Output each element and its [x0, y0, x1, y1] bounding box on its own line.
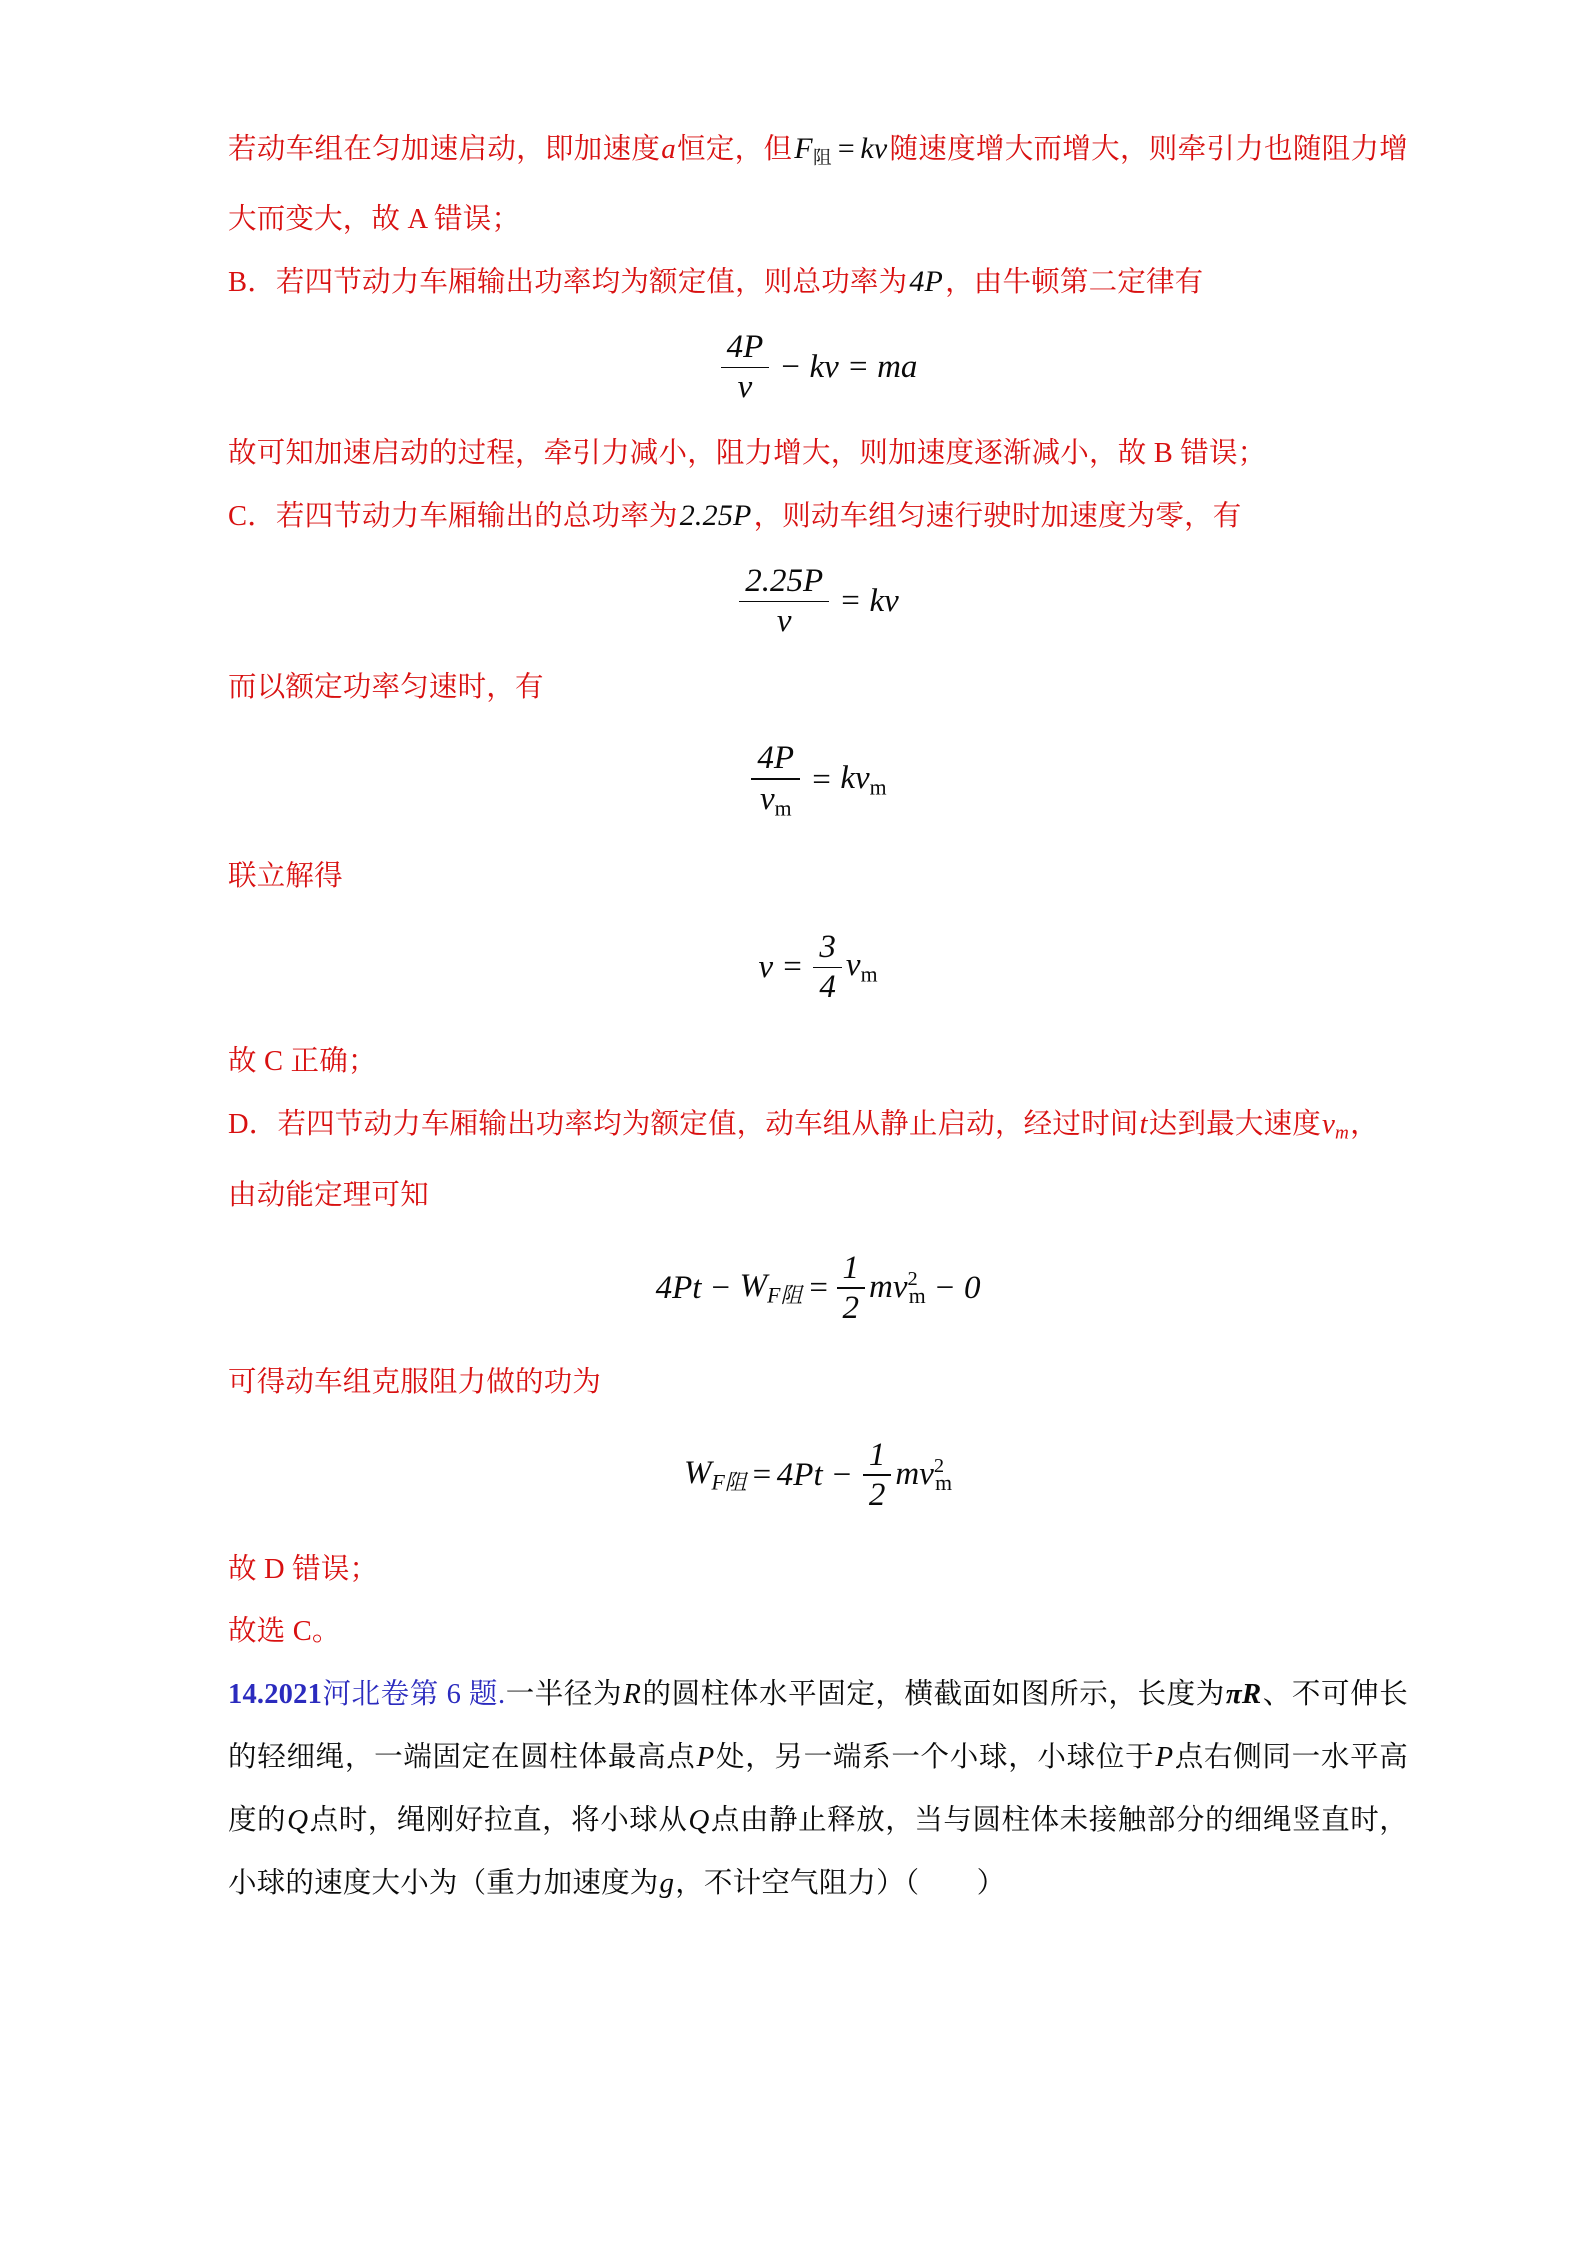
- denominator-base: v: [759, 780, 775, 817]
- option-d-text-pre: 若四节动力车厢输出功率均为额定值，动车组从静止启动，经过时间: [277, 1109, 1139, 1140]
- fraction-4p-over-vm: [751, 741, 800, 820]
- option-b-label: B．: [228, 266, 276, 298]
- equation-6: [683, 1438, 953, 1513]
- symbol-v: v: [1321, 1108, 1336, 1140]
- option-a-text-mid: 恒定，但: [676, 134, 793, 165]
- option-d-text-post: ，: [1350, 1109, 1379, 1140]
- term-ma: ma: [877, 348, 918, 385]
- option-b-text-pre: 若四节动力车厢输出功率均为额定值，则总功率为: [275, 266, 908, 298]
- question-14-text-4: 处，另一端系一个小球，小球位于: [715, 1741, 1155, 1773]
- fraction-denominator: 2: [842, 1290, 860, 1327]
- operator-equals: =: [807, 1269, 830, 1306]
- paragraph-option-d-conclusion: 故 D 错误；: [228, 1553, 379, 1585]
- term-subscript: m: [869, 775, 887, 800]
- denominator-subscript: m: [774, 796, 792, 821]
- equation-solution-v: [228, 930, 1408, 1005]
- equation-work-result: [228, 1438, 1408, 1513]
- question-14-text-3: 、不可伸长的轻细绳，一端固定在圆柱体最高点: [228, 1678, 1408, 1773]
- symbol-w: W: [739, 1267, 768, 1304]
- term-subscript: m: [908, 1284, 926, 1309]
- symbol-point-q: Q: [287, 1803, 309, 1836]
- symbol-f: F: [794, 132, 813, 165]
- symbol-gravity-g: g: [659, 1866, 675, 1899]
- symbol-w: W: [683, 1454, 712, 1491]
- equation-3: [748, 741, 887, 820]
- option-a-text-post: 随速度增大而增大，则牵引力也随阻力增大而变大，故 A 错误；: [228, 134, 1408, 235]
- fraction-numerator: 1: [868, 1436, 886, 1473]
- paragraph-option-a: [228, 118, 1408, 251]
- operator-minus-2: −: [933, 1269, 956, 1306]
- operator-minus: −: [709, 1269, 732, 1306]
- fraction-denominator: v: [737, 369, 753, 406]
- question-14-text-1: 一半径为: [505, 1678, 623, 1710]
- equation-uniform-speed: [228, 564, 1408, 639]
- term-v: v: [758, 948, 774, 985]
- term-mv: mv: [895, 1455, 934, 1492]
- paragraph-rated-power: 而以额定功率匀速时，有: [228, 672, 544, 704]
- question-14-text-6: 点时，绳刚好拉直，将小球从: [309, 1804, 688, 1836]
- question-14-text-5: 点右侧同一水平高度的: [228, 1741, 1409, 1836]
- symbol-vm: [1321, 1108, 1350, 1144]
- option-c-text-post: ，则动车组匀速行驶时加速度为零，有: [753, 501, 1242, 533]
- term-mv-squared: [868, 1269, 927, 1308]
- option-b-text-post: ，由牛顿第二定律有: [945, 266, 1204, 298]
- fraction-numerator: 1: [842, 1249, 860, 1286]
- symbol-a: a: [661, 133, 676, 165]
- option-a-text-pre: 若动车组在匀加速启动，即加速度: [228, 134, 661, 165]
- fraction-denominator: 4: [819, 969, 836, 1006]
- symbol-kv: kv: [860, 132, 888, 165]
- equation-4: [757, 930, 878, 1005]
- paragraph-option-b-conclusion: 故可知加速启动的过程，牵引力减小，阻力增大，则加速度逐渐减小，故 B 错误；: [228, 438, 1267, 470]
- symbol-w-subscript: F阻: [711, 1470, 747, 1495]
- fraction-denominator: 2: [868, 1477, 886, 1514]
- paragraph-option-c: [228, 485, 1408, 548]
- paragraph-option-c-conclusion: 故 C 正确；: [228, 1046, 377, 1077]
- symbol-point-q-2: Q: [688, 1803, 710, 1836]
- equation-newton-second-law: [228, 330, 1408, 405]
- operator-equals: =: [839, 583, 862, 620]
- option-d-text-mid: 达到最大速度: [1148, 1109, 1321, 1140]
- fraction-225p-over-v: [739, 564, 829, 639]
- fraction-three-quarters: [813, 930, 842, 1005]
- equation-rated-power-uniform: [228, 741, 1408, 820]
- term-subscript: m: [860, 962, 878, 987]
- fraction-one-half: [837, 1251, 866, 1326]
- document-body-column: [228, 118, 1408, 1915]
- term-base: v: [845, 946, 861, 983]
- symbol-equals: =: [835, 132, 857, 165]
- fraction-numerator: 3: [819, 928, 836, 965]
- question-14-number: 14.2021: [228, 1678, 323, 1710]
- symbol-t: t: [1139, 1108, 1148, 1140]
- equation-1: [718, 330, 919, 405]
- operator-equals: =: [846, 348, 870, 385]
- paragraph-kinetic-energy-theorem: 由动能定理可知: [228, 1179, 429, 1211]
- paragraph-solve: 联立解得: [228, 860, 343, 892]
- question-14-source: 河北卷第 6 题.: [322, 1678, 506, 1710]
- option-c-label: C．: [228, 501, 276, 533]
- paragraph-question-14: [228, 1663, 1408, 1915]
- option-c-text-pre: 若四节动力车厢输出的总功率为: [275, 501, 678, 533]
- fraction-denominator: [754, 780, 798, 820]
- paragraph-final-answer: 故选 C。: [228, 1615, 341, 1647]
- operator-equals: =: [781, 948, 804, 985]
- term-work-resistance: [683, 1454, 748, 1495]
- term-kv: kv: [809, 348, 839, 385]
- option-d-label: D．: [228, 1109, 278, 1140]
- symbol-point-p: P: [696, 1740, 715, 1773]
- term-mv: mv: [869, 1268, 908, 1305]
- question-14-text-2: 的圆柱体水平固定，横截面如图所示，长度为: [642, 1678, 1225, 1710]
- term-kv: kv: [869, 583, 899, 620]
- fraction-denominator: v: [776, 603, 792, 640]
- term-exponent: 2: [933, 1454, 945, 1477]
- term-work-resistance: [739, 1267, 804, 1308]
- paragraph-option-b: [228, 251, 1408, 314]
- symbol-225p: 2.25P: [679, 499, 752, 533]
- paragraph-option-d: [228, 1093, 1408, 1165]
- equation-kinetic-energy: [228, 1251, 1408, 1326]
- term-vm: [845, 946, 879, 987]
- term-base: kv: [840, 759, 870, 796]
- term-zero: 0: [963, 1269, 981, 1306]
- symbol-w-subscript: F阻: [767, 1283, 803, 1308]
- fraction-numerator: 2.25P: [745, 563, 824, 600]
- term-subscript: m: [935, 1471, 953, 1496]
- term-4pt: 4Pt: [776, 1456, 823, 1493]
- symbol-f-resistance: [792, 132, 834, 168]
- equation-2: [736, 564, 900, 639]
- question-14-text-7: 点由静止释放，当与圆柱体未接触部分的细绳竖直时，小球的速度大小为（重力加速度为: [228, 1804, 1408, 1899]
- symbol-f-subscript: 阻: [812, 146, 832, 168]
- question-14-text-8: ，不计空气阻力）（ ）: [675, 1867, 1006, 1899]
- term-4pt: 4Pt: [655, 1269, 702, 1306]
- term-mv-squared: [894, 1456, 953, 1495]
- fraction-numerator: 4P: [757, 740, 795, 777]
- operator-minus: −: [830, 1456, 853, 1493]
- fraction-4p-over-v: [721, 330, 770, 405]
- operator-minus: −: [779, 348, 802, 385]
- operator-equals: =: [750, 1456, 773, 1493]
- equation-5: [655, 1251, 982, 1326]
- term-kvm: [839, 759, 887, 800]
- operator-equals: =: [810, 762, 833, 798]
- symbol-radius-r: R: [623, 1677, 642, 1710]
- symbol-point-p-2: P: [1155, 1740, 1174, 1773]
- term-exponent: 2: [907, 1267, 918, 1290]
- symbol-4p: 4P: [909, 264, 944, 298]
- fraction-numerator: 4P: [726, 328, 764, 365]
- symbol-pi-r: πR: [1225, 1677, 1262, 1710]
- symbol-v-subscript: m: [1335, 1122, 1350, 1144]
- paragraph-work-against-resistance: 可得动车组克服阻力做的功为: [228, 1366, 602, 1398]
- fraction-one-half: [863, 1438, 892, 1513]
